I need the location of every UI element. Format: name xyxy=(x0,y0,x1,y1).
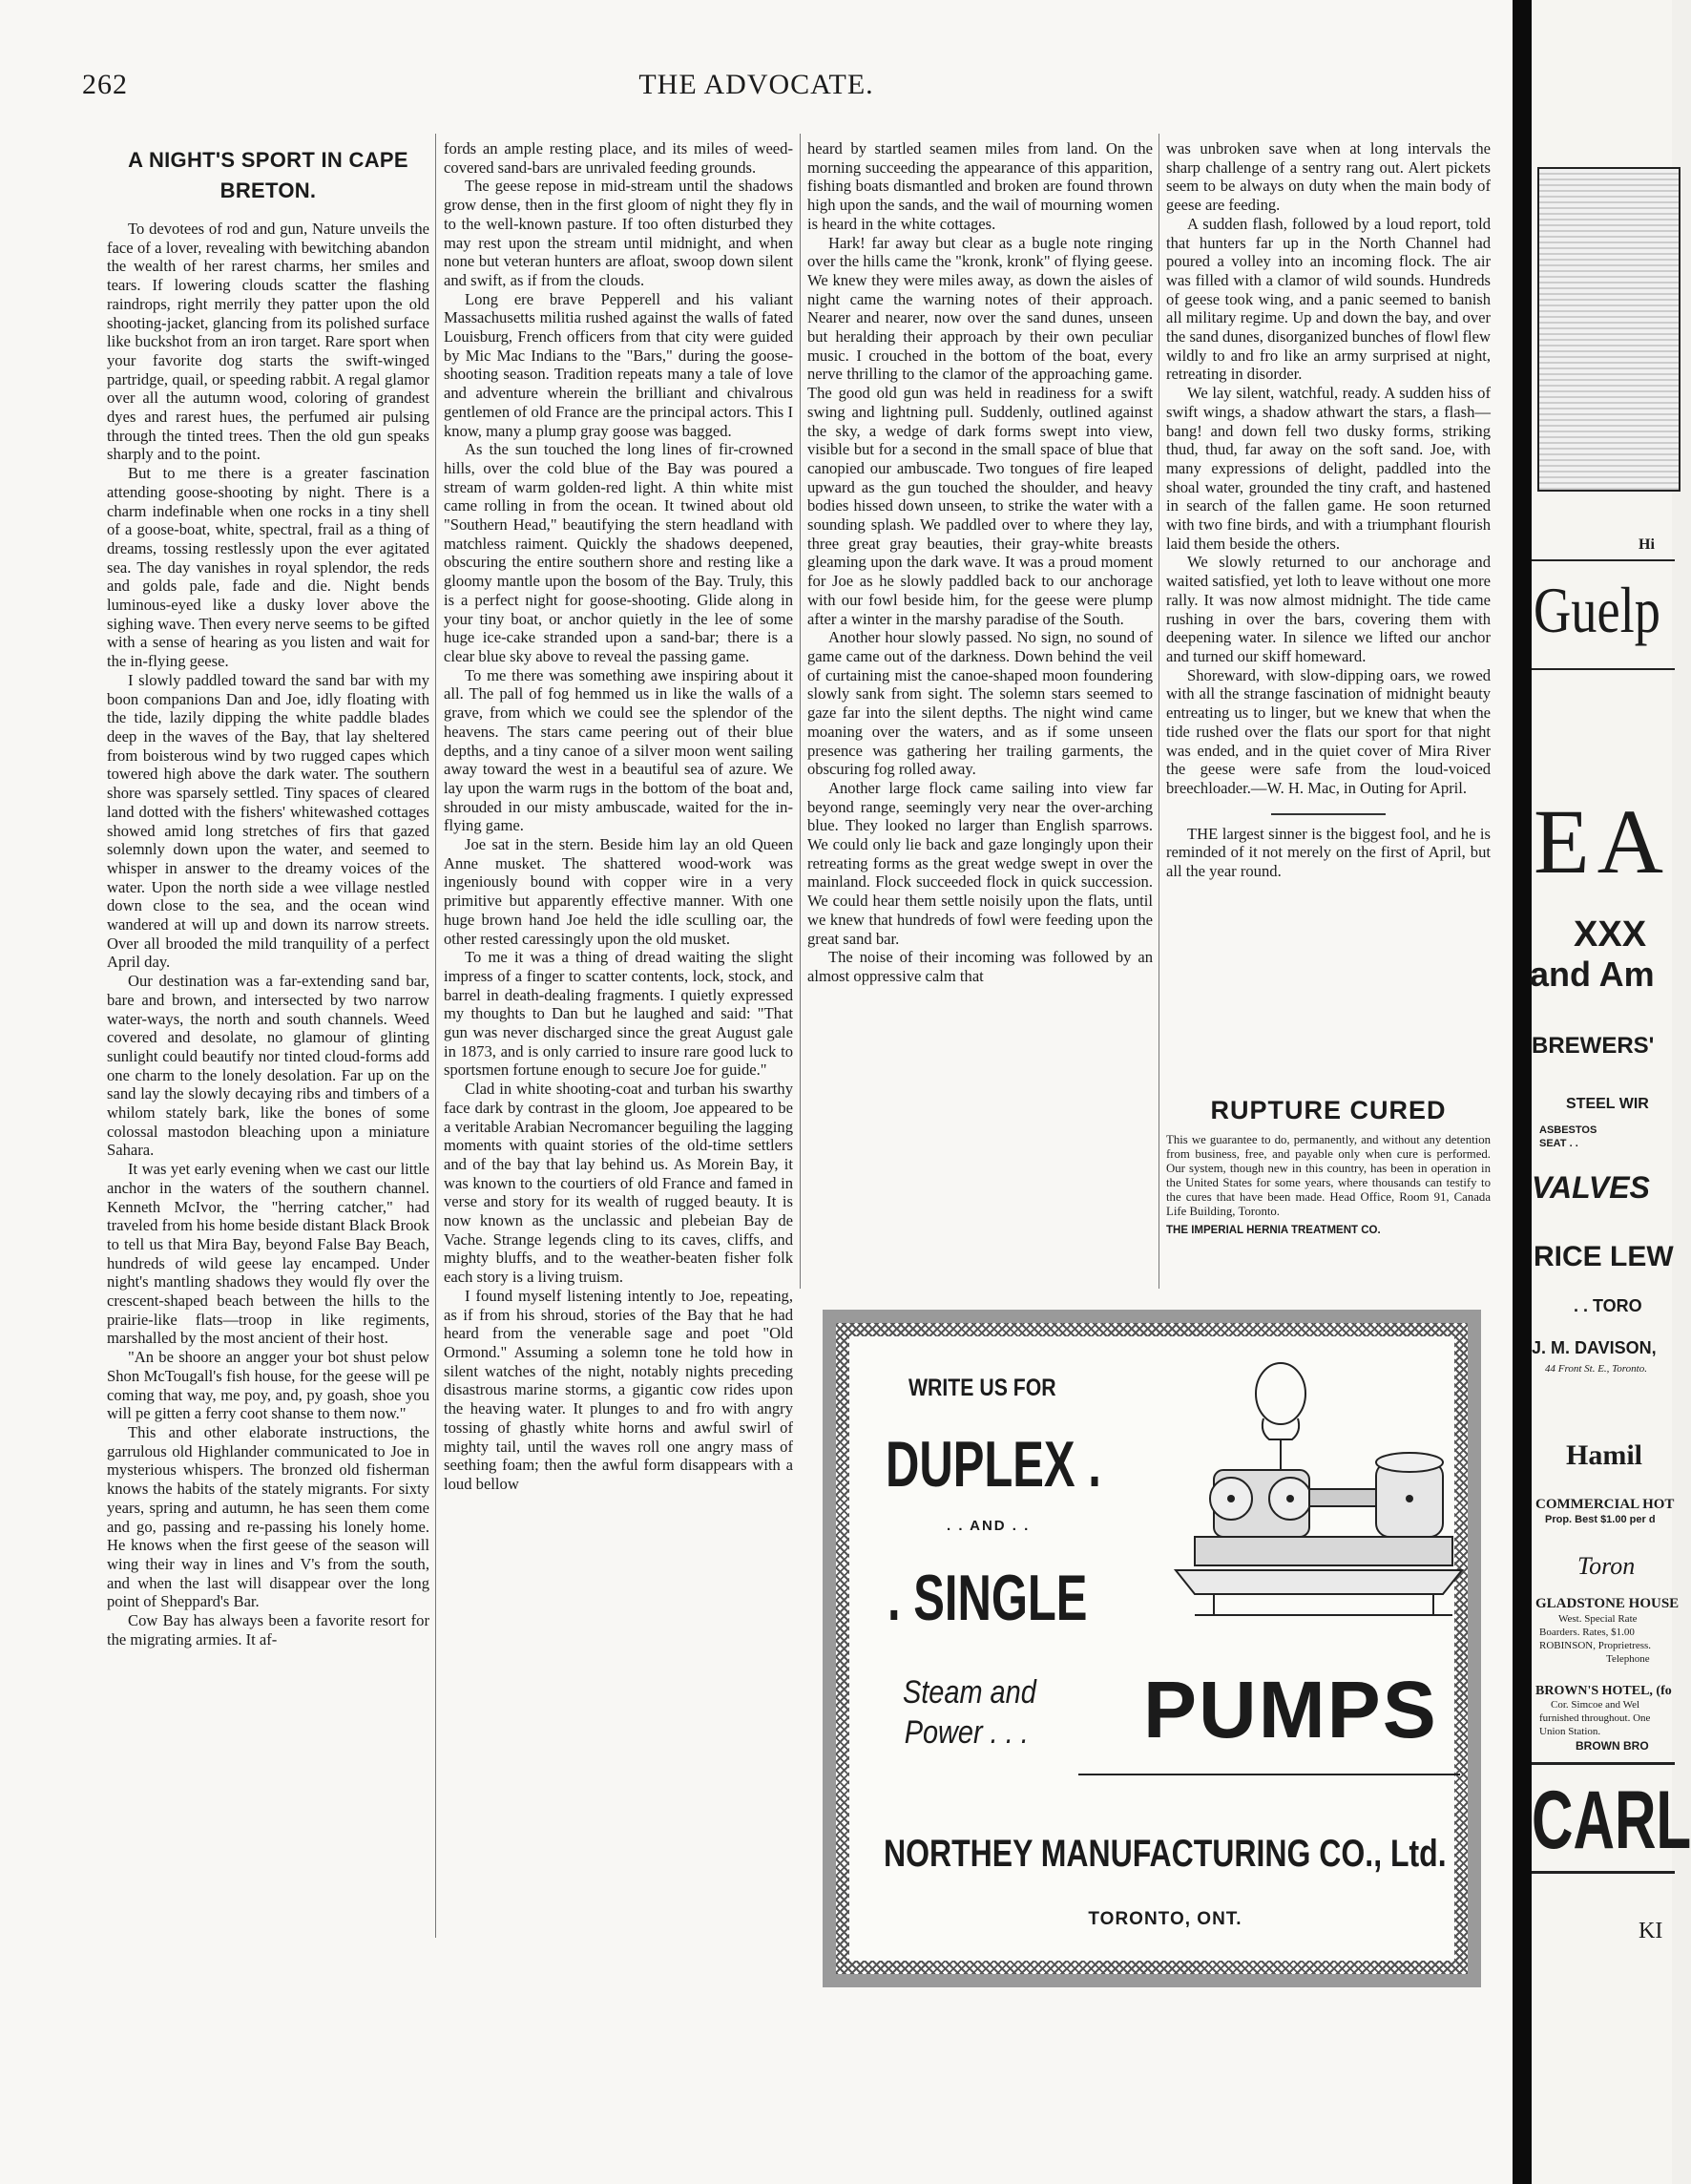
paragraph: This and other elaborate instructions, the garrulous old Highlander communicated to Joe in mysterious whispers. The bronzed old fisherman knows the habits of the stately migrants. For sixty years, spring and autumn, he has seen them come and go, passing and re-passing his lonely home. He knows when the first geese of the season will wing their way in lines and V's from the south, and when the last will disappear over the long point of Sheppard's Bar. xyxy=(107,1423,429,1611)
paragraph: As the sun touched the long lines of fir-crowned hills, over the cold blue of the Bay was poured a stream of warm golden-red light. A thin white mist came rolling in from the ocean. It twined about old "Southern Head," beautifying the stern headland with matchless raiment. Quickly the shadows deepened, obscuring the entire southern shore and resting like a gloomy mantle upon the bosom of the Bay. Truly, this is a perfect night for goose-shooting. Glide along in your tiny boat, or anchor quietly in the lee of some huge ice-cake stranded upon a sand-bar; there is a clear blue sky above to reveal the passing game. xyxy=(444,440,793,665)
article-title: A NIGHT'S SPORT IN CAPE BRETON. xyxy=(128,148,408,202)
rp-carl: CARL xyxy=(1532,1774,1691,1866)
rp-gladstone: GLADSTONE HOUSE xyxy=(1535,1596,1680,1611)
rp-commercial: COMMERCIAL HOT xyxy=(1535,1497,1675,1512)
article-column-3 xyxy=(807,139,1153,986)
adjacent-page xyxy=(1530,0,1691,2184)
northey-city: TORONTO, ONT. xyxy=(1088,1909,1242,1929)
paragraph: was unbroken save when at long intervals the sharp challenge of a sentry rang out. Alert pickets seem to be always on duty when the main body of geese are feeding. xyxy=(1166,139,1491,215)
rp-gladstone-sub: Boarders. Rates, $1.00 xyxy=(1539,1627,1635,1638)
paragraph: I found myself listening intently to Joe, repeating, as if from his shroud, stories of the Bay that he had heard from the venerable sage and poet "Old Ormond." Assuming a solemn tone he told how in silent watches of the night, notably nights preceding disastrous marine storms, a gigantic cow rides upon the heaving water. It plunges to and fro with angry tossing of ghastly white horns and awful swirl of mighty tail, until the waves roll one angry mass of seething foam; then the awful form disappears with a loud bellow xyxy=(444,1286,793,1493)
rupture-ad-headline: RUPTURE CURED xyxy=(1210,1096,1447,1124)
paragraph: I slowly paddled toward the sand bar with my boon companions Dan and Joe, idly floating with the tide, lazily dipping the white paddle blades deep in the waves of the Bay, that lay sheltered from boisterous wind by two rugged capes which towered high above the dark water. The southern shore was sparsely settled. Tiny spaces of cleared land dotted with the fishers' whitewashed cottages showed amid long stretches of firs that gazed solemnly down upon the water, and seemed to whisper in answer to the dreamy voices of the water. Upon the north side a wee village nestled down close to the sea, and the ocean wind wandered at will up and down its narrow streets. Over all brooded the mild tranquility of a perfect April day. xyxy=(107,670,429,972)
pumps-text: PUMPS xyxy=(1143,1665,1438,1754)
rupture-ad xyxy=(1166,1096,1491,1287)
divider xyxy=(1271,813,1386,815)
paragraph: Shoreward, with slow-dipping oars, we rowed with all the strange fascination of midnight beauty entreating us to linger, but we knew that when the tide rushed over the flats our sport for that night was ended, and in the quiet cover of Mira River the geese were safe from the loud-voiced breechloader.—W. H. Mac, in Outing for April. xyxy=(1166,665,1491,797)
pump-ad-inner xyxy=(849,1336,1454,1961)
pump-ad xyxy=(823,1310,1481,1987)
paragraph: To devotees of rod and gun, Nature unveils the face of a lover, revealing with bewitching abandon the wealth of her rarest charms, her smiles and tears. If lowering clouds scatter the flashing raindrops, right merrily they patter upon the old shooting-jacket, glancing from its polished surface like buckshot from an iron target. Rare sport when your favorite dog starts the swift-winged partridge, quail, or speeding rabbit. A regal glamor over all the autumn wood, coloring of grandest dyes and rarest hues, the perfumed air pulsing through the tinted trees. Then the old gun speaks sharply and to the point. xyxy=(107,220,429,464)
paragraph: Clad in white shooting-coat and turban his swarthy face dark by contrast in the gloom, Joe appeared to be a veritable Arabian Necromancer beguiling the lagging moments with quaint stories of the old-time settlers and of the bay that lay behind us. As Morein Bay, it was known to the courtiers of old France and famed in verse and story for its wealth of rugged beauty. It is now known as the unclassic and plebeian Bay de Vache. Strange legends cling to its caves, cliffs, and mighty bluffs, and to the weather-beaten fisher folk each story is a living truism. xyxy=(444,1080,793,1287)
paragraph: But to me there is a greater fascination attending goose-shooting by night. There is a charm indefinable when one rocks in a tiny shell of a goose-boat, white, spectral, frail as a thing of dreams, tossing restlessly upon the ever agitated sea. The day vanishes in royal splendor, the reds and golds pale, fade and die. Night bends luminous-eyed like a dusky lover above the sighing wave. Then every nerve seems to be gifted with a sense of hearing as you listen and wait for the in-flying geese. xyxy=(107,464,429,671)
single-text: . SINGLE xyxy=(887,1562,1088,1634)
rp-seat: SEAT . . xyxy=(1539,1138,1578,1149)
rp-xxx: XXX xyxy=(1574,914,1647,955)
note-paragraph: THE largest sinner is the biggest fool, and he is reminded of it not merely on the first of April, but all the year round. xyxy=(1166,824,1491,881)
ad-divider xyxy=(1078,1774,1460,1775)
paragraph: To me there was something awe inspiring about it all. The pall of fog hemmed us in like the walls of a grave, from which we could see the splendor of the heavens. The stars came peering out of their blue depths, and a tiny canoe of a silver moon went sailing away toward the west in a beautiful sea of azure. We lay upon the warm rugs in the bottom of the boat and, shrouded in our misty ambuscade, waited for the in-flying game. xyxy=(444,665,793,835)
rp-and-am: and Am xyxy=(1530,955,1655,994)
rp-asbestos: ASBESTOS xyxy=(1539,1124,1597,1136)
binding-gutter xyxy=(1513,0,1532,2184)
paragraph: The noise of their incoming was followed by an almost oppressive calm that xyxy=(807,948,1153,985)
duplex-text: DUPLEX . xyxy=(886,1428,1101,1501)
paragraph: Cow Bay has always been a favorite resort for the migrating armies. It af- xyxy=(107,1611,429,1648)
rp-hi: Hi xyxy=(1639,536,1655,553)
rupture-ad-company: THE IMPERIAL HERNIA TREATMENT CO. xyxy=(1166,1225,1381,1236)
rupture-ad-body: This we guarantee to do, permanently, and without any detention from business, free, and payable only when cure is performed. Our system, though new in this country, has been in operation in the United States for some years, where thousands can testify to the cures that have been made. Head Office, Room 91, Canada Life Building, Toronto. xyxy=(1166,1133,1491,1218)
rp-rule xyxy=(1532,1762,1675,1765)
rp-ki: KI xyxy=(1639,1919,1663,1943)
rp-commercial-sub: Prop. Best $1.00 per d xyxy=(1545,1514,1656,1525)
rp-steel-wire: STEEL WIR xyxy=(1566,1096,1649,1112)
steam-power-text xyxy=(903,1672,1036,1753)
column-rule xyxy=(435,134,436,1938)
article-column-1 xyxy=(107,145,429,1648)
rp-brewers: BREWERS' xyxy=(1532,1033,1655,1059)
paragraph: To me it was a thing of dread waiting the slight impress of a finger to scatter contents, lock, stock, and barrel in death-dealing fragments. I quietly expressed my thoughts to Dan but he laughed and said: "That gun was never discharged since the great August gale in 1873, and is only carried to insure rare good luck to sportsmen fortune enough to secure Joe for guide." xyxy=(444,948,793,1080)
paragraph: Another large flock came sailing into view far beyond range, seemingly very near the over-arching blue. They looked no larger than English sparrows. We could only lie back and gaze longingly upon their retreating forms as the great wedge swept in over the mainland. Flock succeeded flock in quick succession. We could hear them settle noisily upon the flats, until we knew that hundreds of fowl were feeding upon the great sand bar. xyxy=(807,778,1153,948)
page-number: 262 xyxy=(82,69,128,100)
article-column-2 xyxy=(444,139,793,1494)
rp-rule xyxy=(1532,668,1675,670)
rp-gladstone-sub: ROBINSON, Proprietress. xyxy=(1539,1640,1652,1651)
paragraph: fords an ample resting place, and its miles of weed-covered sand-bars are unrivaled feeding grounds. xyxy=(444,139,793,177)
paragraph: Another hour slowly passed. No sign, no sound of game came out of the darkness. Down behind the veil of curtaining mist the canoe-shaped moon foundering slowly sank from sight. The solemn stars seemed to gaze far into the silent depths. The night wind came moaning over the waters, and as if some unseen presence was gathering her trailing garments, the obscuring fog rolled away. xyxy=(807,628,1153,779)
paragraph: We lay silent, watchful, ready. A sudden hiss of swift wings, a shadow athwart the stars, a flash—bang! and down fell two dusky forms, striking thud, thud, far away on the soft sand. Joe, with many expressions of delight, paddled into the shoal water, grounded the tiny craft, and hastened in search of the fallen game. He soon returned with two fine birds, and with a triumphant flourish laid them beside the others. xyxy=(1166,384,1491,553)
column-rule xyxy=(800,134,801,1289)
paragraph: Hark! far away but clear as a bugle note ringing over the hills came the "kronk, kronk" of flying geese. We knew they were miles away, as down the aisles of night came the warning notes of their approach. Nearer and nearer, now over the sand dunes, unseen but heralding their approach by their own peculiar music. I crouched in the bottom of the boat, every nerve thrilling to the clamor of the approaching game. The good old gun was held in readiness for a swift swing and lightning pull. Suddenly, outlined against the sky, a wedge of dark forms swept into view, visible but for a second in the small space of blue that canopied our ambuscade. Two tongues of fire leaped upward as the gun touched the shoulder, and heavy bodies hissed down unseen, to strike the water with a sounding splash. We paddled over to where they lay, three great gray beauties, their gray-white breasts gleaming upon the dark wave. It was a proud moment for Joe as he slowly paddled back to our anchorage with our fowl beside him, for the geese were plump after a winter in the marshy paradise of the South. xyxy=(807,233,1153,628)
rp-browns-sub: Union Station. xyxy=(1539,1726,1601,1737)
rp-gladstone-sub: Telephone xyxy=(1606,1653,1650,1665)
rp-browns-sub: furnished throughout. One xyxy=(1539,1712,1651,1724)
factory-illustration xyxy=(1537,167,1681,492)
pump-illustration xyxy=(1157,1355,1472,1642)
rp-rice-lewis: RICE LEW xyxy=(1534,1241,1674,1272)
paragraph: "An be shoore an angger your bot shust pelow Shon McTougall's fish house, for the geese will pe coming that way, me poy, and, py goash, shoe you will pe gitten a ferry coot shanse to them now." xyxy=(107,1348,429,1423)
rp-davison: J. M. DAVISON, xyxy=(1532,1338,1657,1357)
power-line: Power . . . xyxy=(904,1714,1029,1751)
paragraph: Joe sat in the stern. Beside him lay an old Queen Anne musket. The shattered wood-work was ingeniously bound with copper wire in a very primitive but apparently effective manner. With one huge brown hand Joe held the idle sculling oar, the other rested caressingly upon the old musket. xyxy=(444,835,793,948)
paragraph: We slowly returned to our anchorage and waited satisfied, yet loth to leave without one more rally. It was now almost midnight. The tide came rushing in over the bars, covering them with deepening water. In silence we lifted our anchor and turned our skiff homeward. xyxy=(1166,553,1491,665)
paragraph: It was yet early evening when we cast our little anchor in the waters of the southern channel. Kenneth McIvor, the "herring catcher," had traveled from his home beside distant Black Brook to tell us that Mira Bay, beyond False Bay Beach, hundreds of wild geese lay encamped. Under night's mantling shadows they would fly over the crescent-shaped beach between the hills to the prairie-like flats—troop in like regiments, marshalled by the most ancient of their host. xyxy=(107,1160,429,1348)
paragraph: Long ere brave Pepperell and his valiant Massachusetts militia rushed against the walls of fated Louisburg, French officers from that city were guided by Mic Mac Indians to the "Bars," during the goose-shooting season. Tradition repeats many a tale of love and adventure wherein the brilliant and chivalrous gentlemen of old France are the principal actors. This I know, many a plump gray goose was bagged. xyxy=(444,289,793,440)
paragraph: A sudden flash, followed by a loud report, told that hunters far up in the North Channel had poured a volley into an incoming flock. The air was filled with a clamor of wild sounds. Hundreds of geese took wing, and a panic seemed to banish all military regime. Up and down the bay, and over the sand dunes, disorganized bunches of flowl flew wildly to and fro like an army surprised at night, retreating in disorder. xyxy=(1166,214,1491,384)
rp-gladstone-sub: West. Special Rate xyxy=(1558,1613,1638,1625)
northey-company: NORTHEY MANUFACTURING CO., Ltd. xyxy=(884,1833,1447,1875)
and-text: . . AND . . xyxy=(947,1518,1031,1534)
rp-ea: EA xyxy=(1534,790,1671,892)
paragraph: The geese repose in mid-stream until the shadows grow dense, then in the first gloom of night they fly in to the well-known pasture. If too often disturbed they may rest upon the stream until midnight, and when none but veteran hunters are afloat, swoop down silent and swift, as if from the clouds. xyxy=(444,177,793,289)
paragraph: Our destination was a far-extending sand bar, bare and brown, and intersected by two narrow water-ways, the north and south channels. Weed covered and desolate, no glamour of glinting sunlight could beautify nor tinted cloud-forms add one charm to the lonely desolation. Far up on the sand lay the slowly decaying ribs and timbers of a whilom stately bark, like the bones of some colossal mastodon bleaching upon a miniature Sahara. xyxy=(107,972,429,1160)
rp-rule xyxy=(1532,559,1675,561)
article-column-4 xyxy=(1166,139,1491,881)
rp-rule xyxy=(1532,1871,1675,1874)
rp-toronto: . . TORO xyxy=(1574,1296,1642,1315)
steam-line: Steam and xyxy=(903,1674,1036,1711)
rp-browns-sub: Cor. Simcoe and Wel xyxy=(1551,1699,1640,1711)
write-us-text: WRITE US FOR xyxy=(908,1375,1056,1401)
rp-browns-sub: BROWN BRO xyxy=(1576,1739,1649,1753)
rp-hamil: Hamil xyxy=(1566,1439,1642,1471)
masthead: THE ADVOCATE. xyxy=(638,69,874,100)
rp-browns: BROWN'S HOTEL, (fo xyxy=(1535,1684,1672,1698)
rp-toron: Toron xyxy=(1577,1552,1636,1580)
rp-front-st: 44 Front St. E., Toronto. xyxy=(1545,1363,1647,1375)
rp-valves: VALVES xyxy=(1532,1170,1650,1205)
rp-guelp: Guelp xyxy=(1534,574,1660,646)
paragraph: heard by startled seamen miles from land. On the morning succeeding the appearance of this apparition, fishing boats dismantled and broken are found thrown high upon the sands, and the wail of mourning women is heard in the white cottages. xyxy=(807,139,1153,233)
